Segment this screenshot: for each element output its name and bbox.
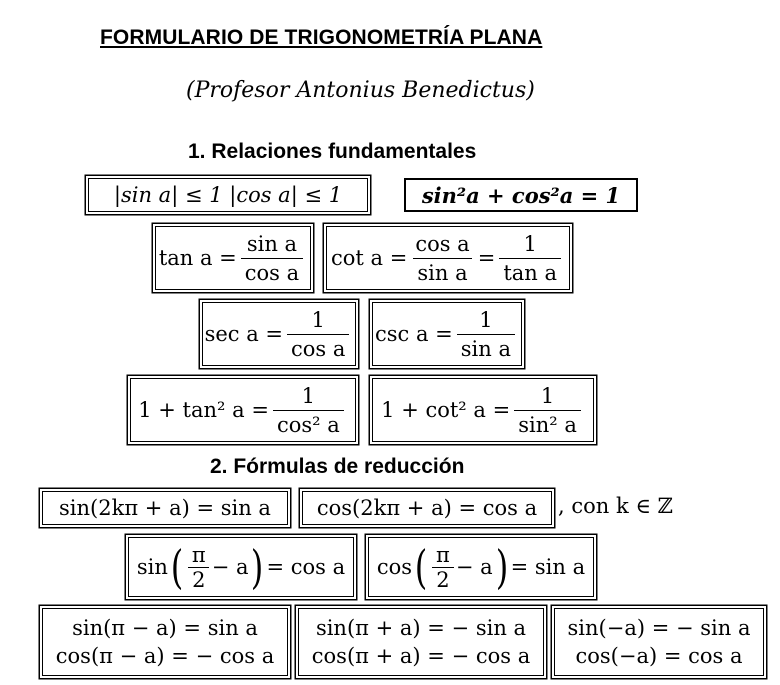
pi-numerator: π <box>191 542 206 567</box>
c2-numerator: 1 <box>540 383 555 408</box>
formula-pi-plus <box>298 608 544 676</box>
paren-close: ) <box>495 540 508 594</box>
cot-fraction-2 <box>499 232 561 285</box>
t2-denominator: cos² a <box>273 410 344 437</box>
t2-fraction <box>273 384 344 437</box>
c2-denominator: sin² a <box>514 410 581 437</box>
formula-cosecant <box>372 302 522 366</box>
tan-denominator: cos a <box>241 258 303 285</box>
cot-denominator-1: sin a <box>413 258 471 285</box>
t2-lhs: 1 + tan² a = <box>138 398 269 422</box>
sin-pi-minus-text: sin(π − a) = sin a <box>72 616 258 640</box>
csc-numerator: 1 <box>479 307 493 332</box>
formula-sin-complement <box>128 537 354 597</box>
pi-half-fraction <box>188 543 210 592</box>
cot-equals: = <box>477 246 496 270</box>
sin-negative-text: sin(−a) = − sin a <box>567 616 751 640</box>
sin-complement-rhs: = cos a <box>266 555 346 579</box>
cos-complement-fn: cos <box>376 555 413 579</box>
sin-complement-fn: sin <box>136 555 168 579</box>
formula-bounds <box>88 178 368 212</box>
integer-condition: , con k ∈ ℤ <box>558 494 673 518</box>
c2-lhs: 1 + cot² a = <box>381 398 511 422</box>
section-heading-reduction: 2. Fórmulas de reducción <box>210 455 465 478</box>
cot-numerator-2: 1 <box>523 231 537 256</box>
formula-cos-2kpi <box>302 491 552 525</box>
formula-cotangent <box>326 226 570 290</box>
pi-half-fraction <box>432 543 454 592</box>
cot-fraction-1 <box>411 232 473 285</box>
two-denominator: 2 <box>188 567 209 592</box>
section-heading-fundamental: 1. Relaciones fundamentales <box>188 140 477 163</box>
pi-numerator: π <box>436 542 450 567</box>
cot-numerator-1: cos a <box>415 231 470 256</box>
c2-fraction <box>514 384 581 437</box>
cos-complement-rhs: = sin a <box>510 555 586 579</box>
cot-denominator-2: tan a <box>499 258 561 285</box>
formula-tan-squared <box>130 378 356 442</box>
sin-pi-plus-text: sin(π + a) = − sin a <box>315 616 527 640</box>
paren-open: ( <box>414 540 428 594</box>
formula-pi-minus <box>42 608 288 676</box>
formula-tangent <box>155 226 311 290</box>
csc-fraction <box>457 308 515 361</box>
formula-negative <box>554 608 764 676</box>
sec-numerator: 1 <box>311 307 325 332</box>
sec-denominator: cos a <box>287 334 349 361</box>
sec-lhs: sec a = <box>204 322 284 346</box>
cos-negative-text: cos(−a) = cos a <box>575 644 743 668</box>
csc-denominator: sin a <box>457 334 515 361</box>
page-title: FORMULARIO DE TRIGONOMETRÍA PLANA <box>100 26 543 49</box>
sec-fraction <box>287 308 349 361</box>
minus-a: − a <box>455 555 493 579</box>
tan-fraction <box>241 232 303 285</box>
formula-pythagorean-text: sin²a + cos²a = 1 <box>421 182 621 208</box>
sin-2kpi-text: sin(2kπ + a) = sin a <box>59 496 271 520</box>
formula-pythagorean <box>404 178 638 212</box>
tan-numerator: sin a <box>246 231 298 256</box>
cos-2kpi-text: cos(2kπ + a) = cos a <box>316 496 538 520</box>
formula-cos-complement <box>368 537 594 597</box>
two-denominator: 2 <box>432 567 453 592</box>
paren-close: ) <box>251 540 264 594</box>
formula-secant <box>202 302 356 366</box>
formula-cot-squared <box>372 378 594 442</box>
formula-sin-2kpi <box>42 491 288 525</box>
formula-bounds-text: |sin a| ≤ 1 |cos a| ≤ 1 <box>113 183 343 207</box>
t2-numerator: 1 <box>301 383 316 408</box>
cos-pi-minus-text: cos(π − a) = − cos a <box>55 644 275 668</box>
author-line: (Profesor Antonius Benedictus) <box>186 78 535 103</box>
paren-open: ( <box>170 540 184 594</box>
minus-a: − a <box>211 555 249 579</box>
tan-lhs: tan a = <box>158 246 237 270</box>
cos-pi-plus-text: cos(π + a) = − cos a <box>311 644 531 668</box>
csc-lhs: csc a = <box>375 322 453 346</box>
cot-lhs: cot a = <box>331 246 408 270</box>
